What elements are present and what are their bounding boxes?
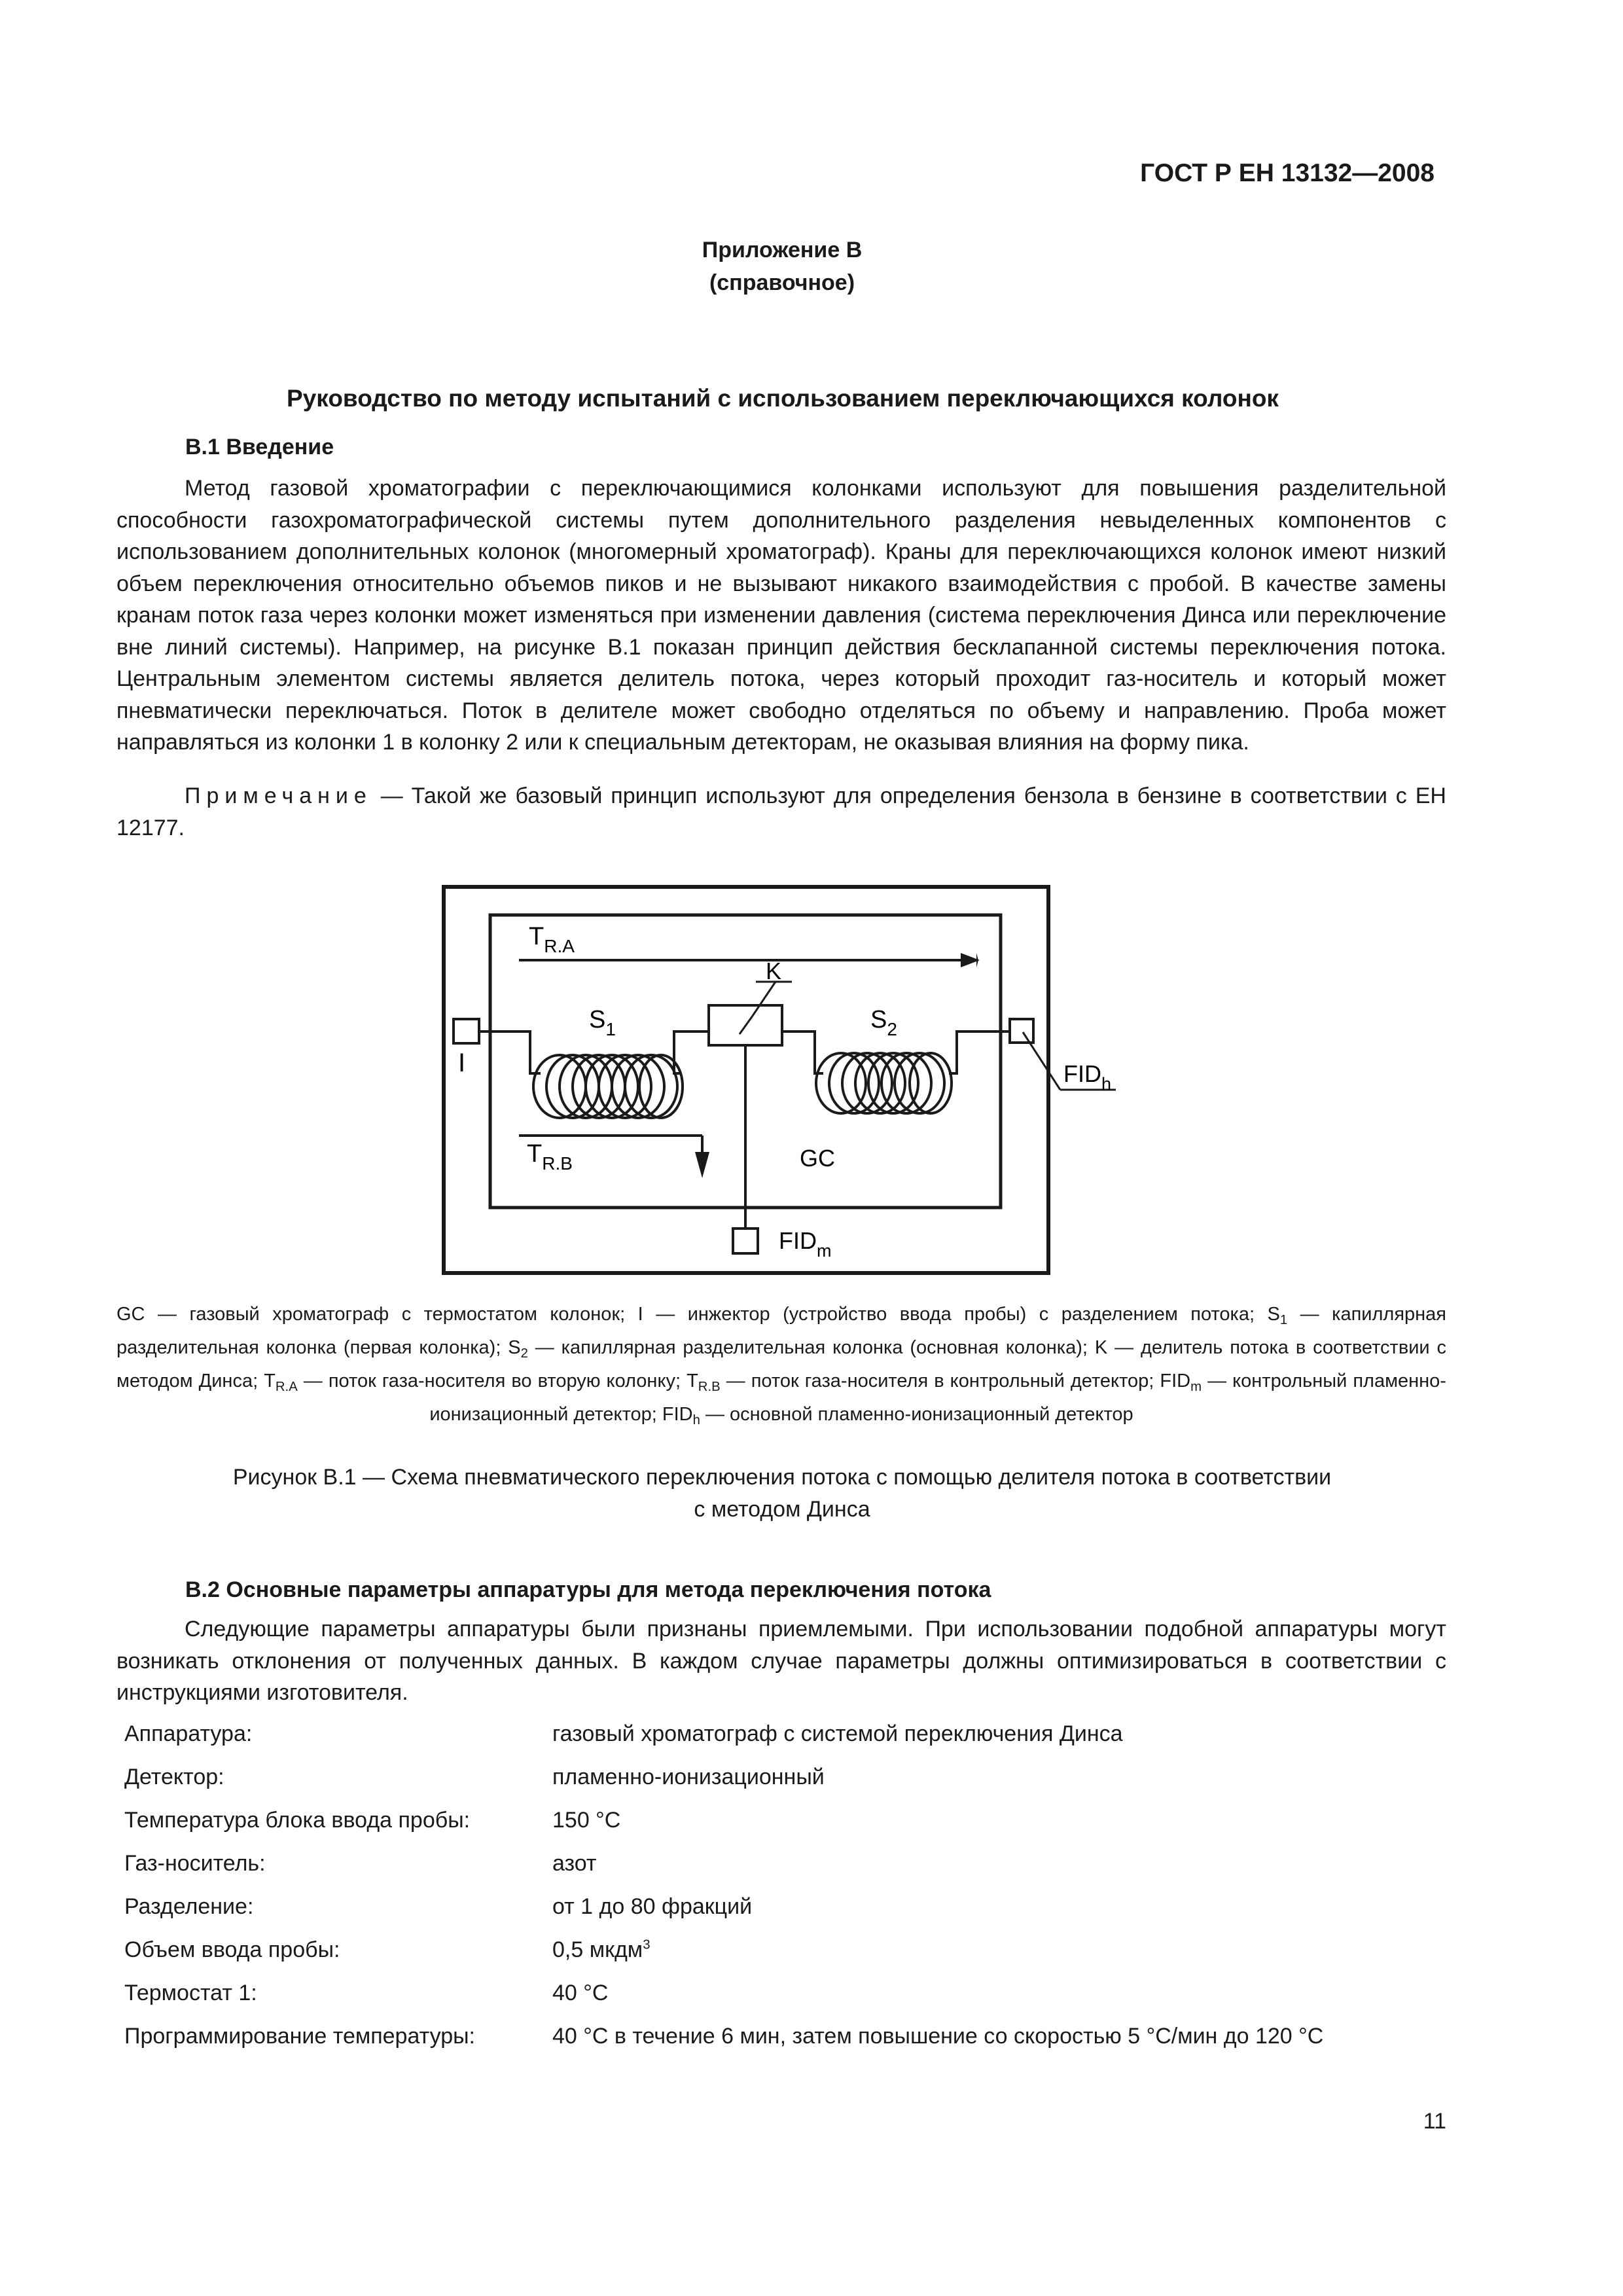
figure-caption-line-1: Рисунок В.1 — Схема пневматического переключения потока с помощью делителя потока в соответствии: [232, 1465, 1332, 1490]
legend-subscript: R.A: [275, 1380, 298, 1395]
parameter-name: Аппаратура:: [124, 1721, 253, 1746]
parameter-value-text: пламенно-ионизационный: [552, 1765, 825, 1789]
line-splitter-s2: [782, 1031, 823, 1073]
parameter-value-text: от 1 до 80 фракций: [552, 1894, 753, 1919]
parameter-row: [124, 1765, 1433, 1806]
parameter-name: Объем ввода пробы:: [124, 1937, 340, 1962]
parameter-value: [552, 1808, 620, 1833]
page-title: Руководство по методу испытаний с использованием переключающихся колонок: [287, 385, 1279, 412]
parameter-name: Температура блока ввода пробы:: [124, 1808, 471, 1833]
parameter-value-text: газовый хроматограф с системой переключения Динса: [552, 1721, 1123, 1746]
parameter-value: [552, 1894, 752, 1920]
parameter-value: [552, 1765, 825, 1790]
parameter-value: [552, 2024, 1323, 2049]
parameter-row: [124, 2024, 1433, 2066]
parameter-row: [124, 1808, 1433, 1850]
parameter-value-text: азот: [552, 1851, 597, 1876]
tra-label: $T_{R.A}$: [529, 923, 575, 956]
figure-legend: [116, 1300, 1446, 1434]
parameter-value-text: 0,5 мкдм: [552, 1937, 643, 1962]
splitter-k-label: K: [766, 958, 782, 984]
legend-text-segment: GC — газовый хроматограф с термостатом колонок; I — инжектор (устройство ввода пробы) с разделением потока; S: [116, 1304, 1280, 1325]
legend-text-segment: — поток газа-носителя в контрольный детектор; FID: [720, 1371, 1191, 1392]
parameter-value-text: 40 °С: [552, 1981, 609, 2005]
figure-caption-line-2: с методом Динса: [694, 1497, 870, 1522]
line-injector-s1: [479, 1031, 541, 1073]
parameter-name: Газ-носитель:: [124, 1851, 266, 1876]
parameter-row: [124, 1894, 1433, 1936]
parameter-value: [552, 1721, 1123, 1747]
fidh-label: $FID_h$: [1063, 1060, 1112, 1094]
gc-label: GC: [800, 1145, 835, 1172]
parameter-value: [552, 1981, 608, 2006]
figure-caption: [131, 1462, 1433, 1526]
parameter-value-superscript: 3: [643, 1937, 651, 1952]
section-1-text: Метод газовой хроматографии с переключающимися колонками используют для повышения разделительной способности газохроматографической системы путем дополнительного разделения невыделенных компонентов с использованием дополнительных колонок (многомерный хроматограф). Краны для переключающихся колонок имеют низкий объем переключения относительно объемов пиков и не вызывают никакого взаимодействия с пробой. В качестве замены кранам поток газа через колонки может изменяться при изменении давления (система переключения Динса или переключение вне линий системы). Например, на рисунке В.1 показан принцип действия бесклапанной системы переключения потока. Центральным элементом системы является делитель потока, через который проходит газ-носитель и который может пневматически переключаться. Поток в делителе может свободно отделяться по объему и направлению. Проба может направляться из колонки 1 в колонку 2 или к специальным детекторам, не оказывая влияния на форму пика.: [116, 476, 1446, 755]
s2-label: $S_2$: [870, 1006, 897, 1039]
injector-box: [454, 1019, 479, 1043]
parameter-name: Детектор:: [124, 1765, 224, 1789]
note-label: Примечание: [185, 783, 372, 808]
parameter-value: [552, 1937, 651, 1963]
parameter-row: [124, 1851, 1433, 1893]
injector-label: I: [458, 1049, 466, 1077]
fidm-detector-box: [733, 1229, 758, 1253]
legend-subscript: 1: [1279, 1313, 1288, 1328]
fidm-label: $FID_m$: [779, 1227, 832, 1261]
trb-label: $T_{R.B}$: [527, 1140, 573, 1174]
trb-arrow-tip: [695, 1152, 709, 1178]
legend-text-segment: — основной пламенно-ионизационный детектор: [700, 1404, 1133, 1426]
legend-text-segment: — капиллярная разделительная колонка (основная колонка); K — делитель потока в соответствии с методом Динса; T: [116, 1337, 1447, 1392]
parameter-row: [124, 1721, 1433, 1763]
section-1-heading: В.1 Введение: [185, 435, 334, 459]
parameter-value-text: 40 °С в течение 6 мин, затем повышение со скоростью 5 °С/мин до 120 °С: [552, 2024, 1324, 2049]
parameter-row: [124, 1981, 1433, 2022]
s1-label: $S_1$: [589, 1006, 616, 1039]
appendix-line-2: (справочное): [709, 270, 855, 295]
legend-subscript: h: [692, 1413, 700, 1428]
document-code: ГОСТ Р ЕН 13132—2008: [1140, 159, 1435, 187]
parameter-name: Программирование температуры:: [124, 2024, 475, 2049]
section-2-heading: В.2 Основные параметры аппаратуры для метода переключения потока: [185, 1577, 991, 1602]
column-s2-coil: [816, 1053, 952, 1113]
parameter-value: [552, 1851, 596, 1876]
note-text: — Такой же базовый принцип используют для определения бензола в бензине в соответствии с ЕН 12177.: [116, 783, 1446, 840]
column-s1-coil: [533, 1055, 683, 1118]
legend-text-segment: — контрольный пламенно-ионизационный детектор; FID: [429, 1371, 1446, 1426]
legend-text-segment: — капиллярная разделительная колонка (первая колонка); S: [116, 1304, 1447, 1359]
fidh-detector-box: [1010, 1019, 1033, 1043]
section-2-body: [116, 1613, 1446, 1709]
parameter-name: Разделение:: [124, 1894, 254, 1919]
parameter-row: [124, 1937, 1433, 1979]
fidh-leader-line: [1023, 1032, 1060, 1090]
parameter-name: Термостат 1:: [124, 1981, 257, 2005]
parameter-value-text: 150 °С: [552, 1808, 621, 1833]
appendix-line-1: Приложение В: [702, 238, 863, 262]
legend-text-segment: — поток газа-носителя во вторую колонку; T: [297, 1371, 698, 1392]
section-2-text: Следующие параметры аппаратуры были признаны приемлемыми. При использовании подобной аппаратуры могут возникать отклонения от полученных данных. В каждом случае параметры должны оптимизироваться в соответствии с инструкциями изготовителя.: [116, 1617, 1446, 1705]
page-number: 11: [1423, 2109, 1446, 2134]
legend-subscript: m: [1190, 1380, 1202, 1395]
legend-subscript: R.B: [698, 1380, 721, 1395]
legend-subscript: 2: [520, 1346, 528, 1361]
